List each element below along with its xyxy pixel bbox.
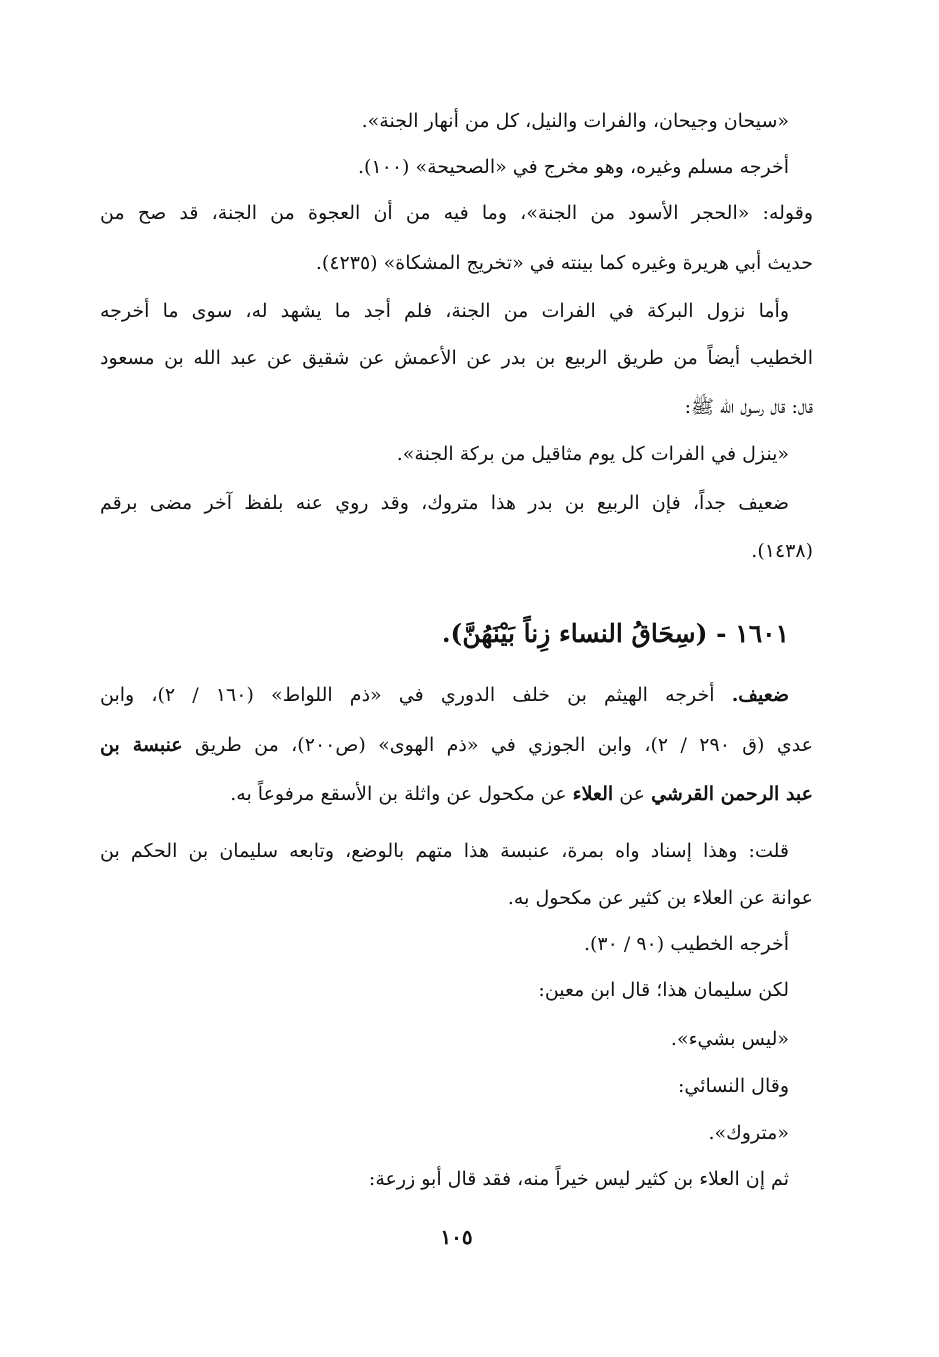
narrator-name: عبد الرحمن القرشي <box>651 783 813 805</box>
text-line: ثم إن العلاء بن كثير ليس خيراً منه، فقد قال أبو زرعة: <box>368 1168 789 1190</box>
hadith-number: ١٦٠١ <box>735 619 789 648</box>
text-line: قلت: وهذا إسناد واه بمرة، عنبسة هذا متهم بالوضع، وتابعه سليمان بن الحكم بن <box>100 840 789 862</box>
narrator-name: عنبسة بن <box>100 734 183 756</box>
text-line: قال: قال رسول الله ﷺ: <box>684 396 813 418</box>
text-line: وقوله: «الحجر الأسود من الجنة»، وما فيه من أن العجوة من الجنة، قد صح من <box>100 202 813 224</box>
text-line: الخطيب أيضاً من طريق الربيع بن بدر عن الأعمش عن شقيق عن عبد الله بن مسعود <box>100 347 813 369</box>
hadith-heading <box>100 614 789 654</box>
text-line: عوانة عن العلاء بن كثير عن مكحول به. <box>507 887 813 909</box>
text-span: أخرجه الهيثم بن خلف الدوري في «ذم اللواط» (١٦٠ / ٢)، وابن <box>100 684 732 706</box>
quote-line: «ينزل في الفرات كل يوم مثاقيل من بركة الجنة». <box>396 443 789 465</box>
quote-line: «متروك». <box>708 1122 789 1144</box>
page-number: ١٠٥ <box>440 1225 473 1249</box>
text-span: عن <box>613 783 652 805</box>
hadith-dash: - <box>716 619 727 648</box>
text-span: عن مكحول عن واثلة بن الأسقع مرفوعاً به. <box>230 783 573 805</box>
text-line <box>100 730 813 760</box>
text-span: عدي (ق ٢٩٠ / ٢)، وابن الجوزي في «ذم الهوى» (ص٢٠٠)، من طريق <box>182 734 813 756</box>
text-line <box>100 680 789 710</box>
text-line: ضعيف جداً، فإن الربيع بن بدر هذا متروك، وقد روي عنه بلفظ آخر مضى برقم <box>100 492 789 514</box>
text-line <box>100 779 813 809</box>
quote-line: «ليس بشيء». <box>670 1028 789 1050</box>
text-line: (١٤٣٨). <box>751 540 813 562</box>
text-line: لكن سليمان هذا؛ قال ابن معين: <box>538 979 789 1001</box>
text-line: «سيحان وجيحان، والفرات والنيل، كل من أنهار الجنة». <box>361 110 789 132</box>
text-line: وقال النسائي: <box>678 1075 789 1097</box>
text-line: أخرجه الخطيب (٩٠ / ٣٠). <box>583 933 789 955</box>
document-page <box>100 0 813 1357</box>
text-line: أخرجه مسلم وغيره، وهو مخرج في «الصحيحة» (١٠٠). <box>357 156 789 178</box>
narrator-name: العلاء <box>572 783 614 805</box>
grade-label: ضعيف. <box>731 684 789 706</box>
text-line: حديث أبي هريرة وغيره كما بينته في «تخريج المشكاة» (٤٢٣٥). <box>315 252 813 274</box>
hadith-text: (سِحَاقُ النساء زِناً بَيْنَهُنَّ). <box>441 619 708 648</box>
text-line: وأما نزول البركة في الفرات من الجنة، فلم أجد ما يشهد له، سوى ما أخرجه <box>100 300 789 322</box>
